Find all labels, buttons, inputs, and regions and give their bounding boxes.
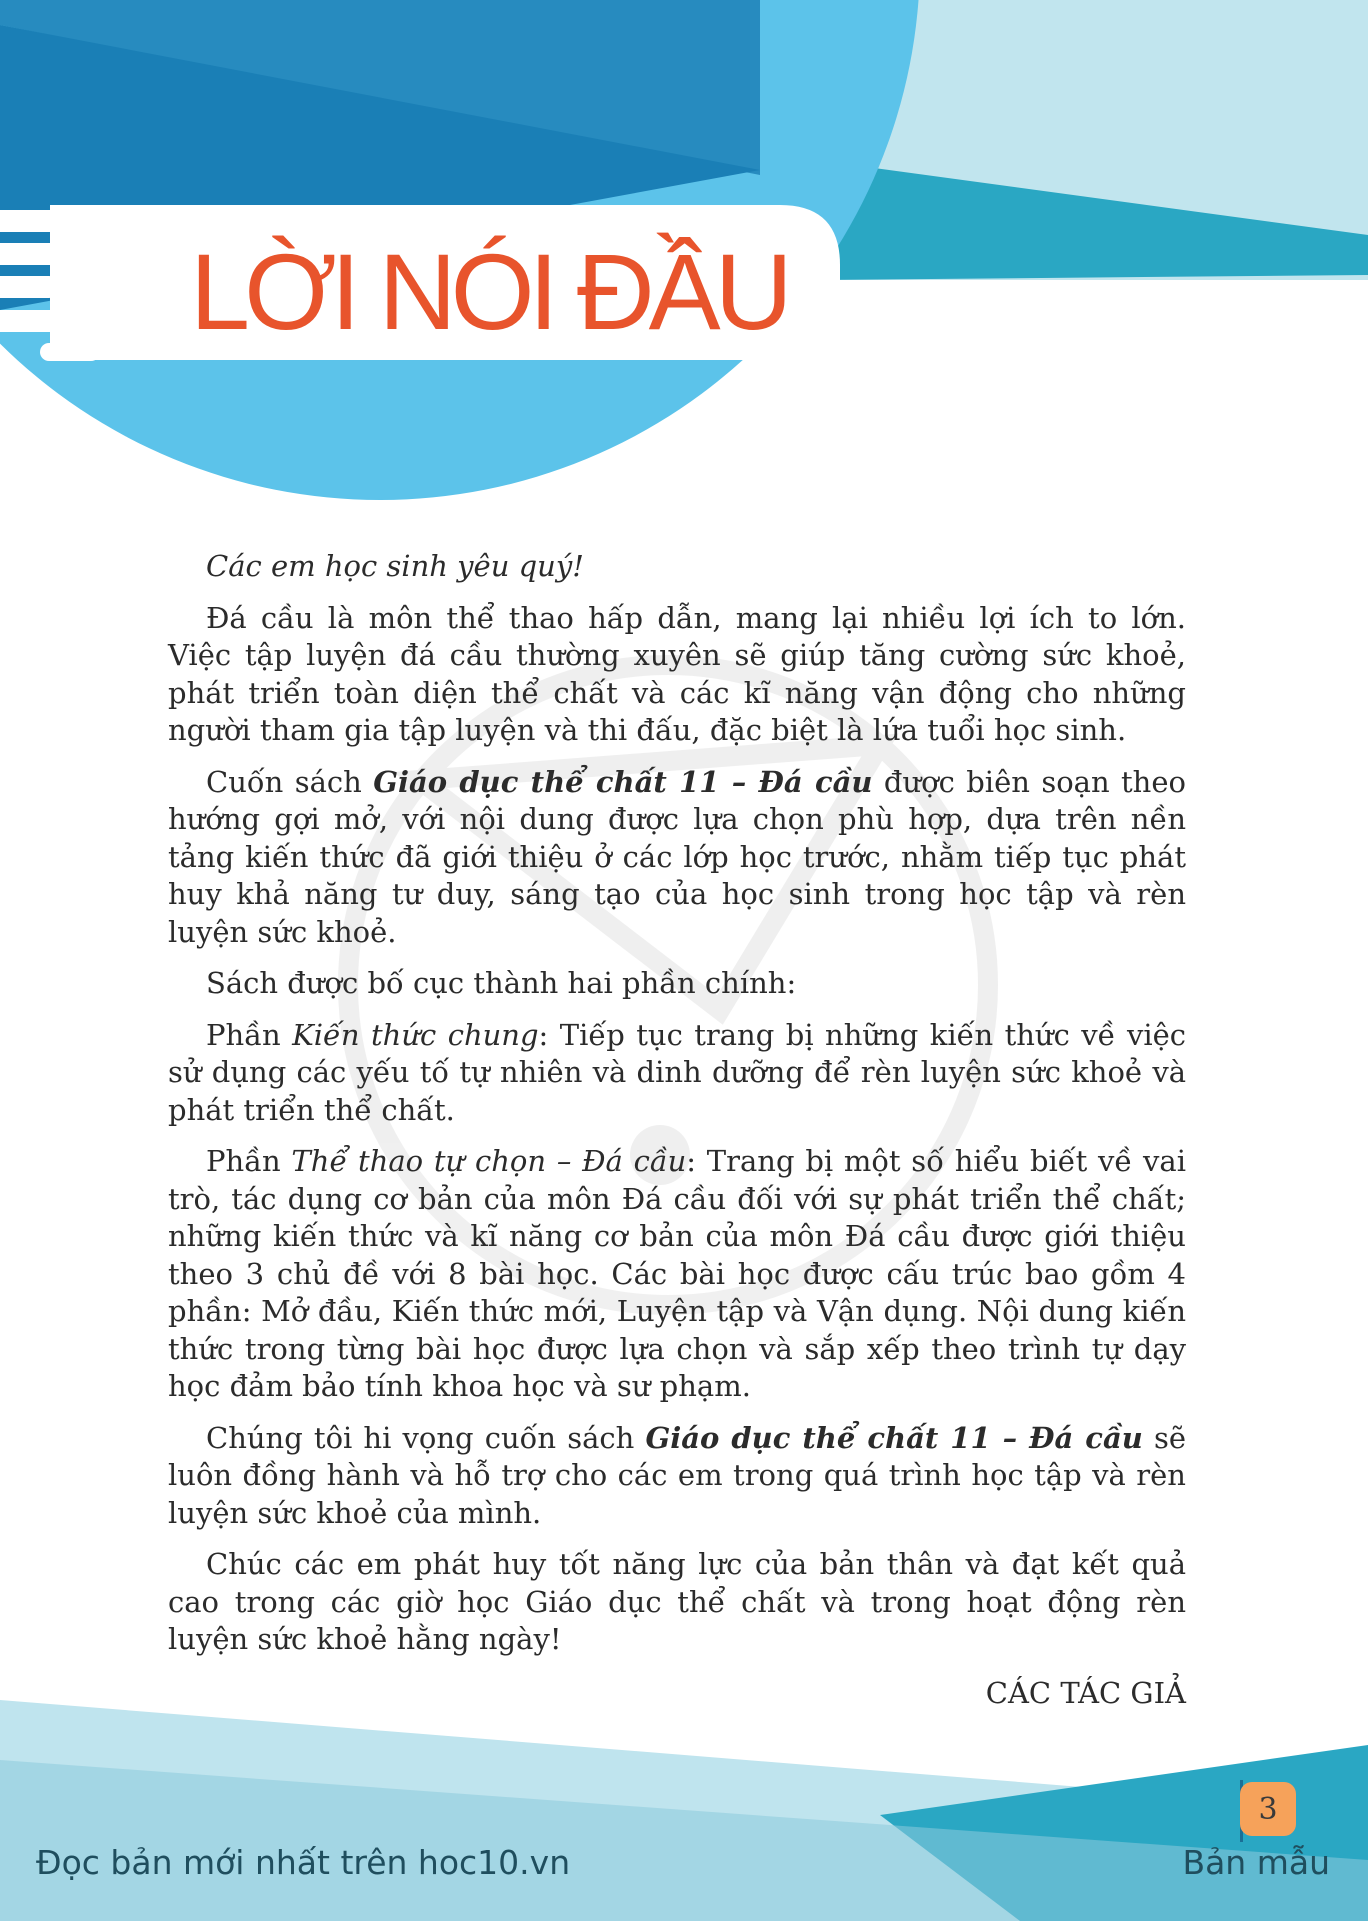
- paragraph-2-start: Cuốn sách: [206, 764, 374, 799]
- page-number-badge: 3: [1240, 1782, 1296, 1836]
- paragraph-4-start: Phần: [206, 1017, 293, 1052]
- paragraph-6-rest: sẽ luôn đồng hành và hỗ trợ cho các em trong quá trình học tập và rèn luyện sức khoẻ của mình.: [168, 1420, 1187, 1530]
- paragraph-2-rest: được biên soạn theo hướng gợi mở, với nội dung được lựa chọn phù hợp, dựa trên nền tảng kiến thức đã giới thiệu ở các lớp học trước, nhằm tiếp tục phát huy khả năng tư duy, sáng tạo của học sinh trong học tập và rèn luyện sức khoẻ.: [168, 764, 1186, 949]
- greeting: Các em học sinh yêu quý!: [206, 549, 584, 583]
- paragraph-1: Đá cầu là môn thể thao hấp dẫn, mang lại nhiều lợi ích to lớn. Việc tập luyện đá cầu thường xuyên sẽ giúp tăng cường sức khoẻ, phát triển toàn diện thể chất và các kĩ năng vận động cho những người tham gia tập luyện và thi đấu, đặc biệt là lứa tuổi học sinh.: [168, 600, 1186, 747]
- book-title: Giáo dục thể chất 11 – Đá cầu: [373, 764, 873, 799]
- page-title: LỜI NÓI ĐẦU: [190, 231, 787, 352]
- footer-link-text: Đọc bản mới nhất trên hoc10.vn: [36, 1843, 571, 1882]
- paragraph-4: [168, 1017, 1186, 1130]
- paragraph-6-start: Chúng tôi hi vọng cuốn sách: [206, 1420, 646, 1455]
- paragraph-5-rest: : Trang bị một số hiểu biết về vai trò, tác dụng cơ bản của môn Đá cầu đối với sự phát triển thể chất; những kiến thức và kĩ năng cơ bản của môn Đá cầu được giới thiệu theo 3 chủ đề với 8 bài học. Các bài học được cấu trúc bao gồm 4 phần: Mở đầu, Kiến thức mới, Luyện tập và Vận dụng. Nội dung kiến thức trong từng bài học được lựa chọn và sắp xếp theo trình tự dạy học đảm bảo tính khoa học và sư phạm.: [168, 1144, 1186, 1403]
- part-name-elective: Thể thao tự chọn – Đá cầu: [291, 1144, 687, 1178]
- preface-body: [168, 548, 1186, 1673]
- paragraph-3: Sách được bố cục thành hai phần chính:: [206, 966, 797, 1000]
- part-name-general: Kiến thức chung: [292, 1017, 539, 1052]
- footer-sample-label: Bản mẫu: [1182, 1843, 1330, 1882]
- paragraph-4-rest: : Tiếp tục trang bị những kiến thức về việc sử dụng các yếu tố tự nhiên và dinh dưỡng để rèn luyện sức khoẻ và phát triển thể chất.: [168, 1017, 1187, 1127]
- paragraph-5-start: Phần: [206, 1144, 292, 1178]
- paragraph-2: [168, 764, 1186, 952]
- signature: CÁC TÁC GIẢ: [985, 1676, 1186, 1710]
- book-title-2: Giáo dục thể chất 11 – Đá cầu: [645, 1420, 1143, 1455]
- paragraph-6: [168, 1420, 1186, 1533]
- paragraph-7: Chúc các em phát huy tốt năng lực của bản thân và đạt kết quả cao trong các giờ học Giáo dục thể chất và trong hoạt động rèn luyện sức khoẻ hằng ngày!: [168, 1547, 1186, 1656]
- paragraph-5: [168, 1143, 1186, 1406]
